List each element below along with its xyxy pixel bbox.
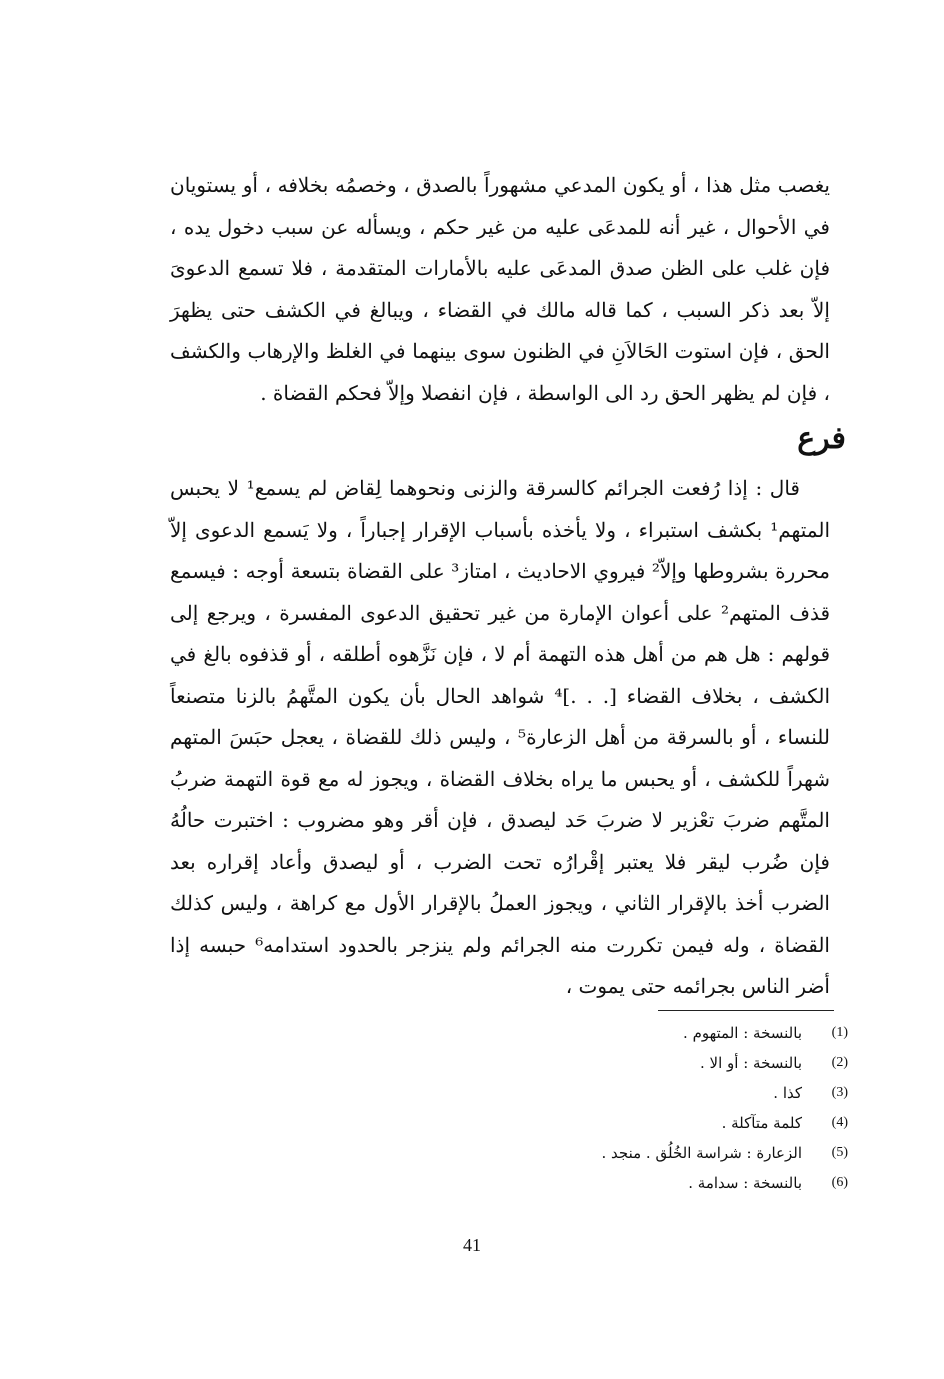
page-number: 41 <box>463 1235 481 1255</box>
footnote-text: كذا . <box>773 1084 802 1102</box>
footnote-text: الزعارة : شراسة الخُلُق . منجد . <box>601 1144 802 1162</box>
footnote-number: (6) <box>831 1175 848 1190</box>
footnotes-list <box>448 1018 848 1198</box>
footnote-number: (2) <box>831 1055 848 1070</box>
footnote-item <box>448 1138 848 1168</box>
paragraph-1: يغصب مثل هذا ، أو يكون المدعي مشهوراً بالصدق ، وخصمُه بخلافه ، أو يستويان في الأحوال ، غير أنه للمدعَى عليه من غير حكم ، ويسأله عن سبب دخول يده ، فإن غلب على الظن صدق المدعَى عليه بالأمارات المتقدمة ، فلا تسمع الدعوىَ إلاّ بعد ذكر السبب ، كما قاله مالك في القضاء ، ويبالغ في الكشف حتى يظهرَ الحق ، فإن استوت الحَالاَنِ في الظنون سوى بينهما في الغلظ والإرهاب والكشف ، فإن لم يظهر الحق رد الى الواسطة ، فإن انفصلا وإلاّ فحكم القضاة . <box>170 173 830 405</box>
footnote-text: بالنسخة : المتهوم . <box>683 1024 802 1042</box>
footnote-text: بالنسخة : سدامة . <box>688 1174 802 1192</box>
footnote-item <box>448 1018 848 1048</box>
footnote-number: (3) <box>831 1085 848 1100</box>
footnote-item <box>448 1108 848 1138</box>
footnote-number: (5) <box>831 1145 848 1160</box>
footnote-number: (4) <box>831 1115 848 1130</box>
footnote-item <box>448 1168 848 1198</box>
section-heading: فرع <box>797 421 846 456</box>
footnote-text: كلمة متآكلة . <box>721 1114 802 1132</box>
footnote-number: (1) <box>831 1025 848 1040</box>
footnote-text: بالنسخة : أو الا . <box>700 1054 802 1072</box>
footnote-item <box>448 1078 848 1108</box>
footnote-separator <box>658 1010 834 1011</box>
footnote-item <box>448 1048 848 1078</box>
paragraph-2: قال : إذا رُفعت الجرائم كالسرقة والزنى ونحوهما لِقاض لم يسمع¹ لا يحبس المتهم¹ بكشف استبراء ، ولا يأخذه بأسباب الإقرار إجباراً ، ولا يَسمع الدعوى إلاّ محررة بشروطها وإلاّ² فيروي الاحاديث ، امتاز³ على القضاة بتسعة أوجه : فيسمع قذف المتهم² على أعوان الإمارة من غير تحقيق الدعوى المفسرة ، ويرجع إلى قولهم : هل هم من أهل هذه التهمة أم لا ، فإن نَزَّهوه أطلقه ، أو قذفوه بالغ في الكشف ، بخلاف القضاء [. . .]⁴ شواهد الحال بأن يكون المتَّهمُ بالزنا متصنعاً للنساء ، أو بالسرقة من أهل الزعارة⁵ ، وليس ذلك للقضاة ، يعجل حبَسَ المتهم شهراً للكشف ، أو يحبس ما يراه بخلاف القضاة ، ويجوز له مع قوة التهمة ضربُ المتَّهم ضربَ تعْزير لا ضربَ حَد ليصدق ، فإن أقر وهو مضروب : اختبرت حالُهُ فإن ضُرب ليقر فلا يعتبر إقْرارُه تحت الضرب ، أو ليصدق وأعاد إقراره بعد الضرب أخذ بالإقرار الثاني ، ويجوز العملُ بالإقرار الأول مع كراهة ، وليس كذلك القضاة ، وله فيمن تكررت منه الجرائم ولم ينزجر بالحدود استدامه⁶ حبسه إذا أضر الناس بجرائمه حتى يموت ، <box>170 476 831 998</box>
